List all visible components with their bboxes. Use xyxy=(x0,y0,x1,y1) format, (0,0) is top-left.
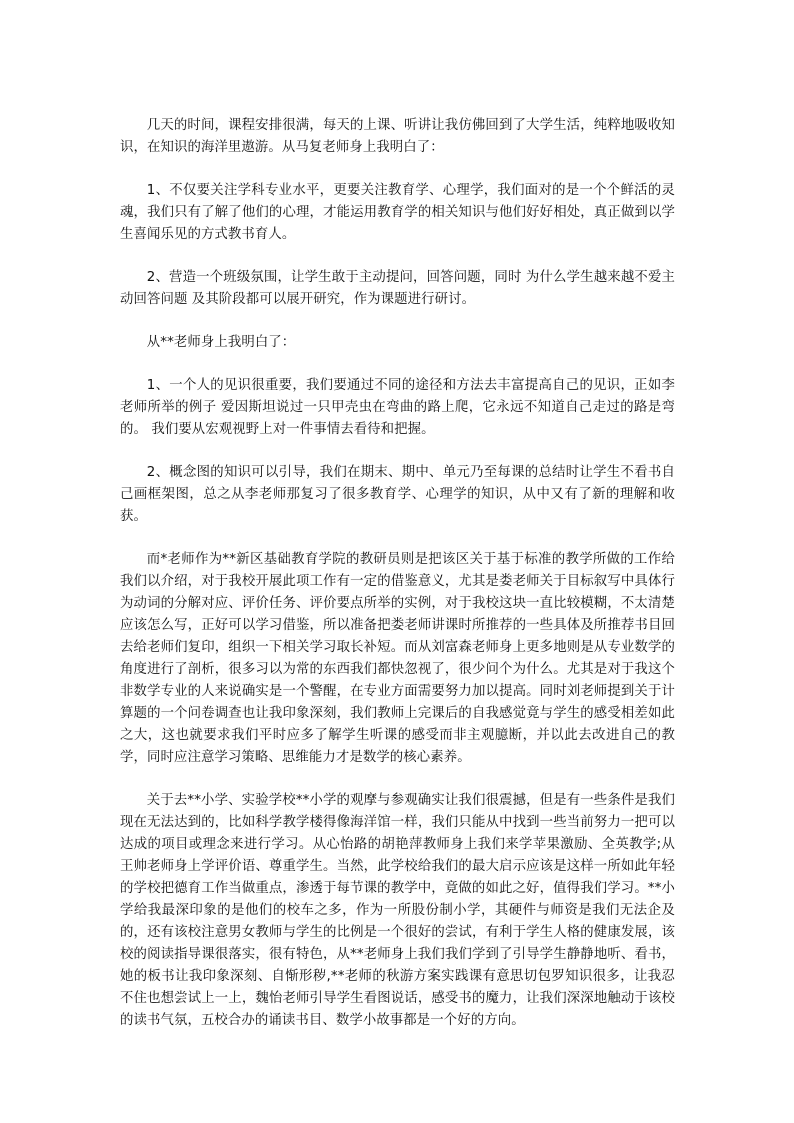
paragraph-point-4: 2、概念图的知识可以引导，我们在期末、期中、单元乃至每课的总结时让学生不看书自己画框架图，总之从李老师那复习了很多教育学、心理学的知识，从中又有了新的理解和收获。 xyxy=(120,465,675,524)
paragraph-point-2: 2、营造一个班级氛围，让学生敢于主动提问，回答问题，同时 为什么学生越来越不爱主动回答问题 及其阶段都可以展开研究，作为课题进行研讨。 xyxy=(120,270,675,307)
paragraph-point-3: 1、一个人的见识很重要，我们要通过不同的途径和方法去丰富提高自己的见识，正如李老师所举的例子 爱因斯坦说过一只甲壳虫在弯曲的路上爬，它永远不知道自己走过的路是弯的。 我们要从宏观视野上对一件事情去看待和把握。 xyxy=(120,378,675,437)
paragraph-heading-2: 从**老师身上我明白了： xyxy=(146,335,296,350)
document-page xyxy=(120,115,675,1032)
paragraph-school-visit: 关于去**小学、实验学校**小学的观摩与参观确实让我们很震撼，但是有一些条件是我们现在无法达到的，比如科学教学楼得像海洋馆一样，我们只能从中找到一些当前努力一把可以达成的项目或理念来进行学习。从心怡路的胡艳萍教师身上我们来学苹果激励、全英教学;从王帅老师身上学评价语、尊重学生。当然，此学校给我们的最大启示应该是这样一所如此年轻的学校把德育工作当做重点，渗透于每节课的教学中，竟做的如此之好，值得我们学习。**小学给我最深印象的是他们的校车之多，作为一所股份制小学，其硬件与师资是我们无法企及的，还有该校注意男女教师与学生的比例是一个很好的尝试，有利于学生人格的健康发展，该校的阅读指导课很落实，很有特色，从**老师身上我们我们学到了引导学生静静地听、看书，她的板书让我印象深刻、自惭形秽,**老师的秋游方案实践课有意思切包罗知识很多，让我忍不住也想尝试上一上，魏怡老师引导学生看图说话，感受书的魔力，让我们深深地触动于该校的读书气氛，五校合办的诵读书目、数学小故事都是一个好的方向。 xyxy=(120,793,675,1028)
paragraph-intro: 几天的时间，课程安排很满，每天的上课、听讲让我仿佛回到了大学生活，纯粹地吸收知识，在知识的海洋里遨游。从马复老师身上我明白了： xyxy=(120,118,675,155)
paragraph-point-1: 1、不仅要关注学科专业水平，更要关注教育学、心理学，我们面对的是一个个鲜活的灵魂，我们只有了解了他们的心理，才能运用教育学的相关知识与他们好好相处，真正做到以学生喜闻乐见的方式教书育人。 xyxy=(120,183,675,242)
paragraph-research: 而*老师作为**新区基础教育学院的教研员则是把该区关于基于标准的教学所做的工作给我们以介绍，对于我校开展此项工作有一定的借鉴意义，尤其是娄老师关于目标叙写中具体行为动词的分解对应、评价任务、评价要点所举的实例，对于我校这块一直比较模糊，不太清楚应该怎么写，正好可以学习借鉴，所以准备把娄老师讲课时所推荐的一些具体及所推荐书目回去给老师们复印，组织一下相关学习取长补短。而从刘富森老师身上更多地则是从专业数学的角度进行了剖析，很多习以为常的东西我们都快忽视了，很少问个为什么。尤其是对于我这个非数学专业的人来说确实是一个警醒，在专业方面需要努力加以提高。同时刘老师提到关于计算题的一个问卷调查也让我印象深刻，我们教师上完课后的自我感觉竟与学生的感受相差如此之大，这也就要求我们平时应多了解学生听课的感受而非主观臆断，并以此去改进自己的教学，同时应注意学习策略、思维能力才是数学的核心素养。 xyxy=(120,552,675,765)
